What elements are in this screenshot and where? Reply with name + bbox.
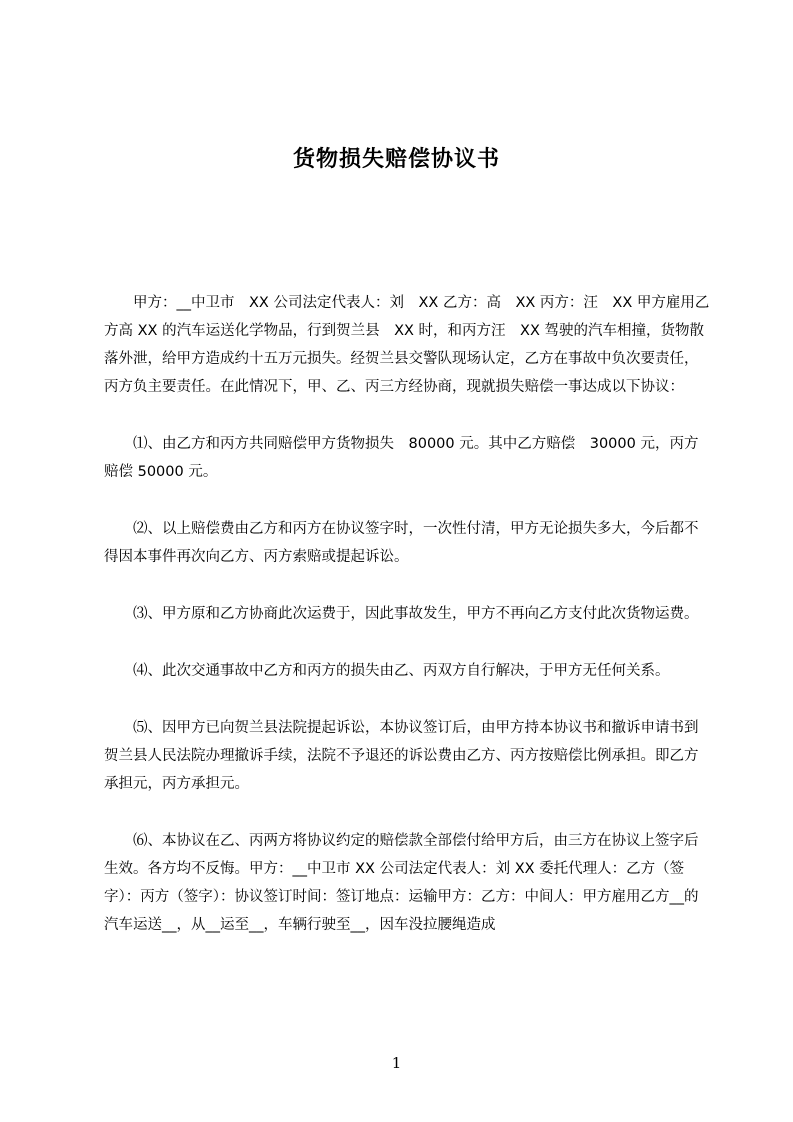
page-number: 1	[391, 1054, 402, 1072]
document-body	[104, 289, 710, 939]
paragraph-gap	[104, 798, 710, 827]
paragraph-gap	[104, 486, 710, 515]
paragraph-gap	[104, 571, 710, 600]
paragraph-clause-6: ⑹、本协议在乙、丙两方将协议约定的赔偿款全部偿付给甲方后，由三方在协议上签字后生效。各方均不反悔。甲方：__中卫市 XX 公司法定代表人：刘 XX 委托代理人：乙方（签字）：丙方（签字）：协议签订时间：签订地点：运输甲方：乙方：中间人：甲方雇用乙方__的汽车运送__，从__运至__，车辆行驶至__，因车没拉腰绳造成	[104, 833, 699, 933]
paragraph-clause-1: ⑴、由乙方和丙方共同赔偿甲方货物损失 80000 元。其中乙方赔偿 30000 元，丙方赔偿 50000 元。	[104, 436, 699, 480]
paragraph-gap	[104, 628, 710, 657]
paragraph-intro: 甲方：__中卫市 XX 公司法定代表人：刘 XX 乙方：高 XX 丙方：汪 XX 甲方雇用乙方高 XX 的汽车运送化学物品，行到贺兰县 XX 时，和丙方汪 XX 驾驶的汽车相撞，货物散落外泄，给甲方造成约十五万元损失。经贺兰县交警队现场认定，乙方在事故中负次要责任，丙方负主要责任。在此情况下，甲、乙、丙三方经协商，现就损失赔偿一事达成以下协议：	[104, 295, 710, 395]
paragraph-clause-3: ⑶、甲方原和乙方协商此次运费于，因此事故发生，甲方不再向乙方支付此次货物运费。	[133, 606, 699, 622]
paragraph-clause-4: ⑷、此次交通事故中乙方和丙方的损失由乙、丙双方自行解决，于甲方无任何关系。	[133, 663, 670, 679]
paragraph-clause-2: ⑵、以上赔偿费由乙方和丙方在协议签字时，一次性付清，甲方无论损失多大，今后都不得因本事件再次向乙方、丙方索赔或提起诉讼。	[104, 521, 699, 565]
paragraph-gap	[104, 401, 710, 430]
paragraph-clause-5: ⑸、因甲方已向贺兰县法院提起诉讼，本协议签订后，由甲方持本协议书和撤诉申请书到贺兰县人民法院办理撤诉手续，法院不予退还的诉讼费由乙方、丙方按赔偿比例承担。即乙方承担元，丙方承担元。	[104, 720, 699, 792]
paragraph-gap	[104, 685, 710, 714]
document-title: 货物损失赔偿协议书	[292, 147, 500, 172]
